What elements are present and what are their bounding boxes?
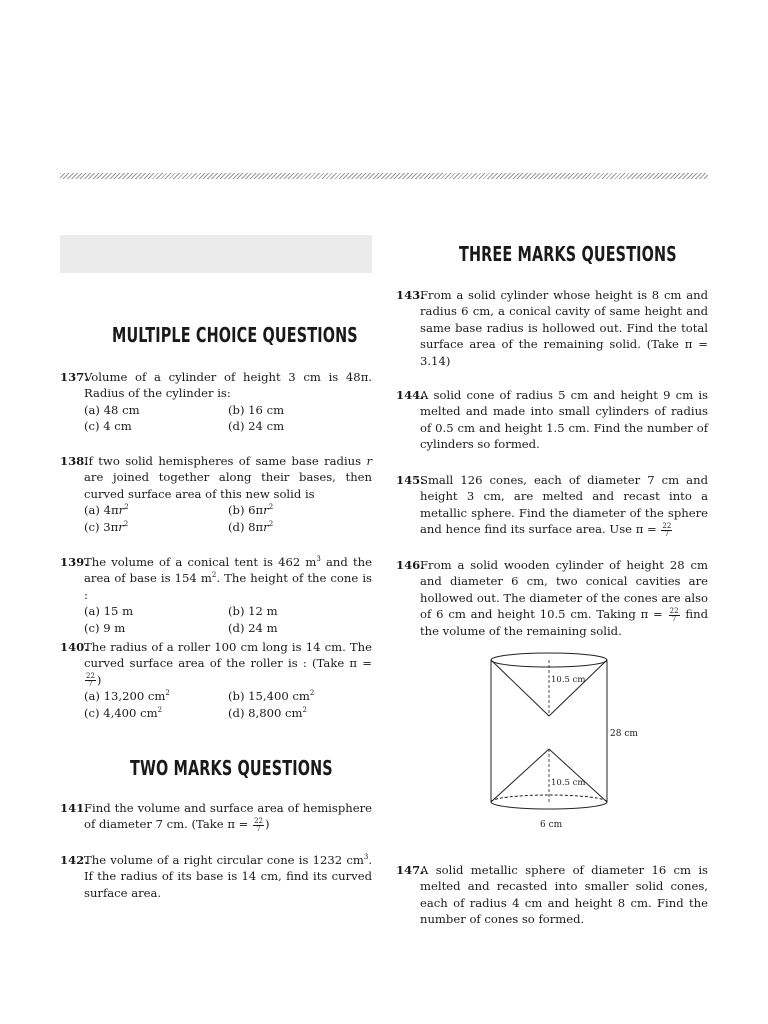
decorative-divider — [60, 173, 708, 179]
question-text: From a solid wooden cylinder of height 28 cm and diameter 6 cm, two conical cavities are hollowed out. The diameter of the cones are also of 6 cm and height 10.5 cm. Taking π = $\frac{22}{7}$ find the volume of the remaining solid. — [420, 558, 708, 638]
question-number: 141. — [60, 801, 89, 815]
question-147 — [396, 862, 708, 928]
fraction: $\frac{22}{7}$ — [86, 672, 95, 689]
question-137 — [60, 369, 372, 435]
fraction: $\frac{22}{7}$ — [662, 521, 672, 538]
label-bottom-cone-height: 10.5 cm — [551, 778, 586, 788]
cylinder-diagram — [470, 648, 650, 833]
option-b: (b) 15,400 $cm^2$ — [228, 689, 315, 704]
option-c: (c) 9 m — [84, 620, 126, 635]
question-number: 147. — [396, 863, 425, 877]
label-top-cone-height: 10.5 cm — [551, 675, 586, 685]
label-diameter: 6 cm — [540, 820, 563, 830]
option-a: (a) $4\pi r^2$ — [84, 503, 129, 518]
question-text: The volume of a right circular cone is 1232 $cm^3$. If the radius of its base is 14 cm, find its curved surface area. — [84, 853, 372, 900]
section-heading-two-marks: TWO MARKS QUESTIONS — [130, 756, 333, 780]
question-139 — [60, 554, 372, 636]
option-b: (b) 16 cm — [228, 402, 285, 417]
bottom-cone-right — [549, 749, 607, 802]
question-141 — [60, 800, 372, 833]
question-text: A solid metallic sphere of diameter 16 cm is melted and recasted into smaller solid cones, each of radius 4 cm and height 8 cm. Find the number of cones so formed. — [420, 863, 708, 927]
question-143 — [396, 287, 708, 369]
fraction: $\frac{22}{7}$ — [254, 816, 263, 833]
question-text: The volume of a conical tent is 462 $m^3$ and the area of base is 154 $m^2$. The height of the cone is : — [84, 555, 372, 602]
question-146 — [396, 557, 708, 639]
option-d: (d) 24 m — [228, 620, 278, 635]
question-140 — [60, 639, 372, 721]
question-number: 146. — [396, 558, 425, 572]
option-b: (b) $6\pi r^2$ — [228, 503, 274, 518]
question-text: Small 126 cones, each of diameter 7 cm and height 3 cm, are melted and recast into a metallic sphere. Find the diameter of the sphere and hence find its surface area. Use π = $\frac{22}{7}$ — [420, 473, 708, 538]
section-heading-mcq: MULTIPLE CHOICE QUESTIONS — [112, 323, 358, 347]
option-d: (d) 8,800 $cm^2$ — [228, 705, 307, 720]
question-number: 145. — [396, 473, 425, 487]
fraction: $\frac{22}{7}$ — [669, 606, 679, 623]
bottom-cone-left — [491, 749, 549, 802]
option-b: (b) 12 m — [228, 604, 278, 619]
question-number: 143. — [396, 288, 425, 302]
top-cone-left — [491, 660, 549, 716]
question-number: 144. — [396, 388, 425, 402]
question-138 — [60, 453, 372, 535]
question-text: If two solid hemispheres of same base radius r are joined together along their bases, then curved surface area of this new solid is — [84, 454, 372, 501]
cylinder-bottom-front — [491, 802, 607, 809]
option-d: (d) 24 cm — [228, 419, 285, 434]
question-number: 139. — [60, 555, 89, 569]
question-number: 138. — [60, 454, 89, 468]
question-number: 140. — [60, 640, 89, 654]
question-145 — [396, 472, 708, 538]
section-heading-three-marks: THREE MARKS QUESTIONS — [459, 242, 677, 266]
option-a: (a) 48 cm — [84, 402, 140, 417]
question-text: Volume of a cylinder of height 3 cm is 48π. Radius of the cylinder is: — [84, 370, 372, 401]
option-d: (d) $8\pi r^2$ — [228, 519, 274, 534]
option-c: (c) 4 cm — [84, 419, 132, 434]
option-c: (c) $3\pi r^2$ — [84, 519, 129, 534]
option-a: (a) 13,200 $cm^2$ — [84, 689, 170, 704]
question-text: From a solid cylinder whose height is 8 cm and radius 6 cm, a conical cavity of same height and same base radius is hollowed out. Find the total surface area of the remaining solid. (Take π = 3.14) — [420, 288, 708, 368]
option-c: (c) 4,400 $cm^2$ — [84, 705, 163, 720]
question-number: 142. — [60, 853, 89, 867]
option-a: (a) 15 m — [84, 604, 134, 619]
question-text: Find the volume and surface area of hemisphere of diameter 7 cm. (Take π = $\frac{22}{7}$ ) — [84, 801, 372, 833]
question-text: The radius of a roller 100 cm long is 14 cm. The curved surface area of the roller is : (Take π = $\frac{22}{7}$ ) — [84, 640, 372, 689]
question-number: 137. — [60, 370, 89, 384]
header-box — [60, 235, 372, 273]
label-cylinder-height: 28 cm — [610, 729, 638, 739]
question-144 — [396, 387, 708, 453]
question-142 — [60, 852, 372, 901]
question-text: A solid cone of radius 5 cm and height 9 cm is melted and made into small cylinders of radius of 0.5 cm and height 1.5 cm. Find the number of cylinders so formed. — [420, 388, 708, 452]
cylinder-cones-figure — [470, 648, 650, 833]
top-cone-right — [549, 660, 607, 716]
